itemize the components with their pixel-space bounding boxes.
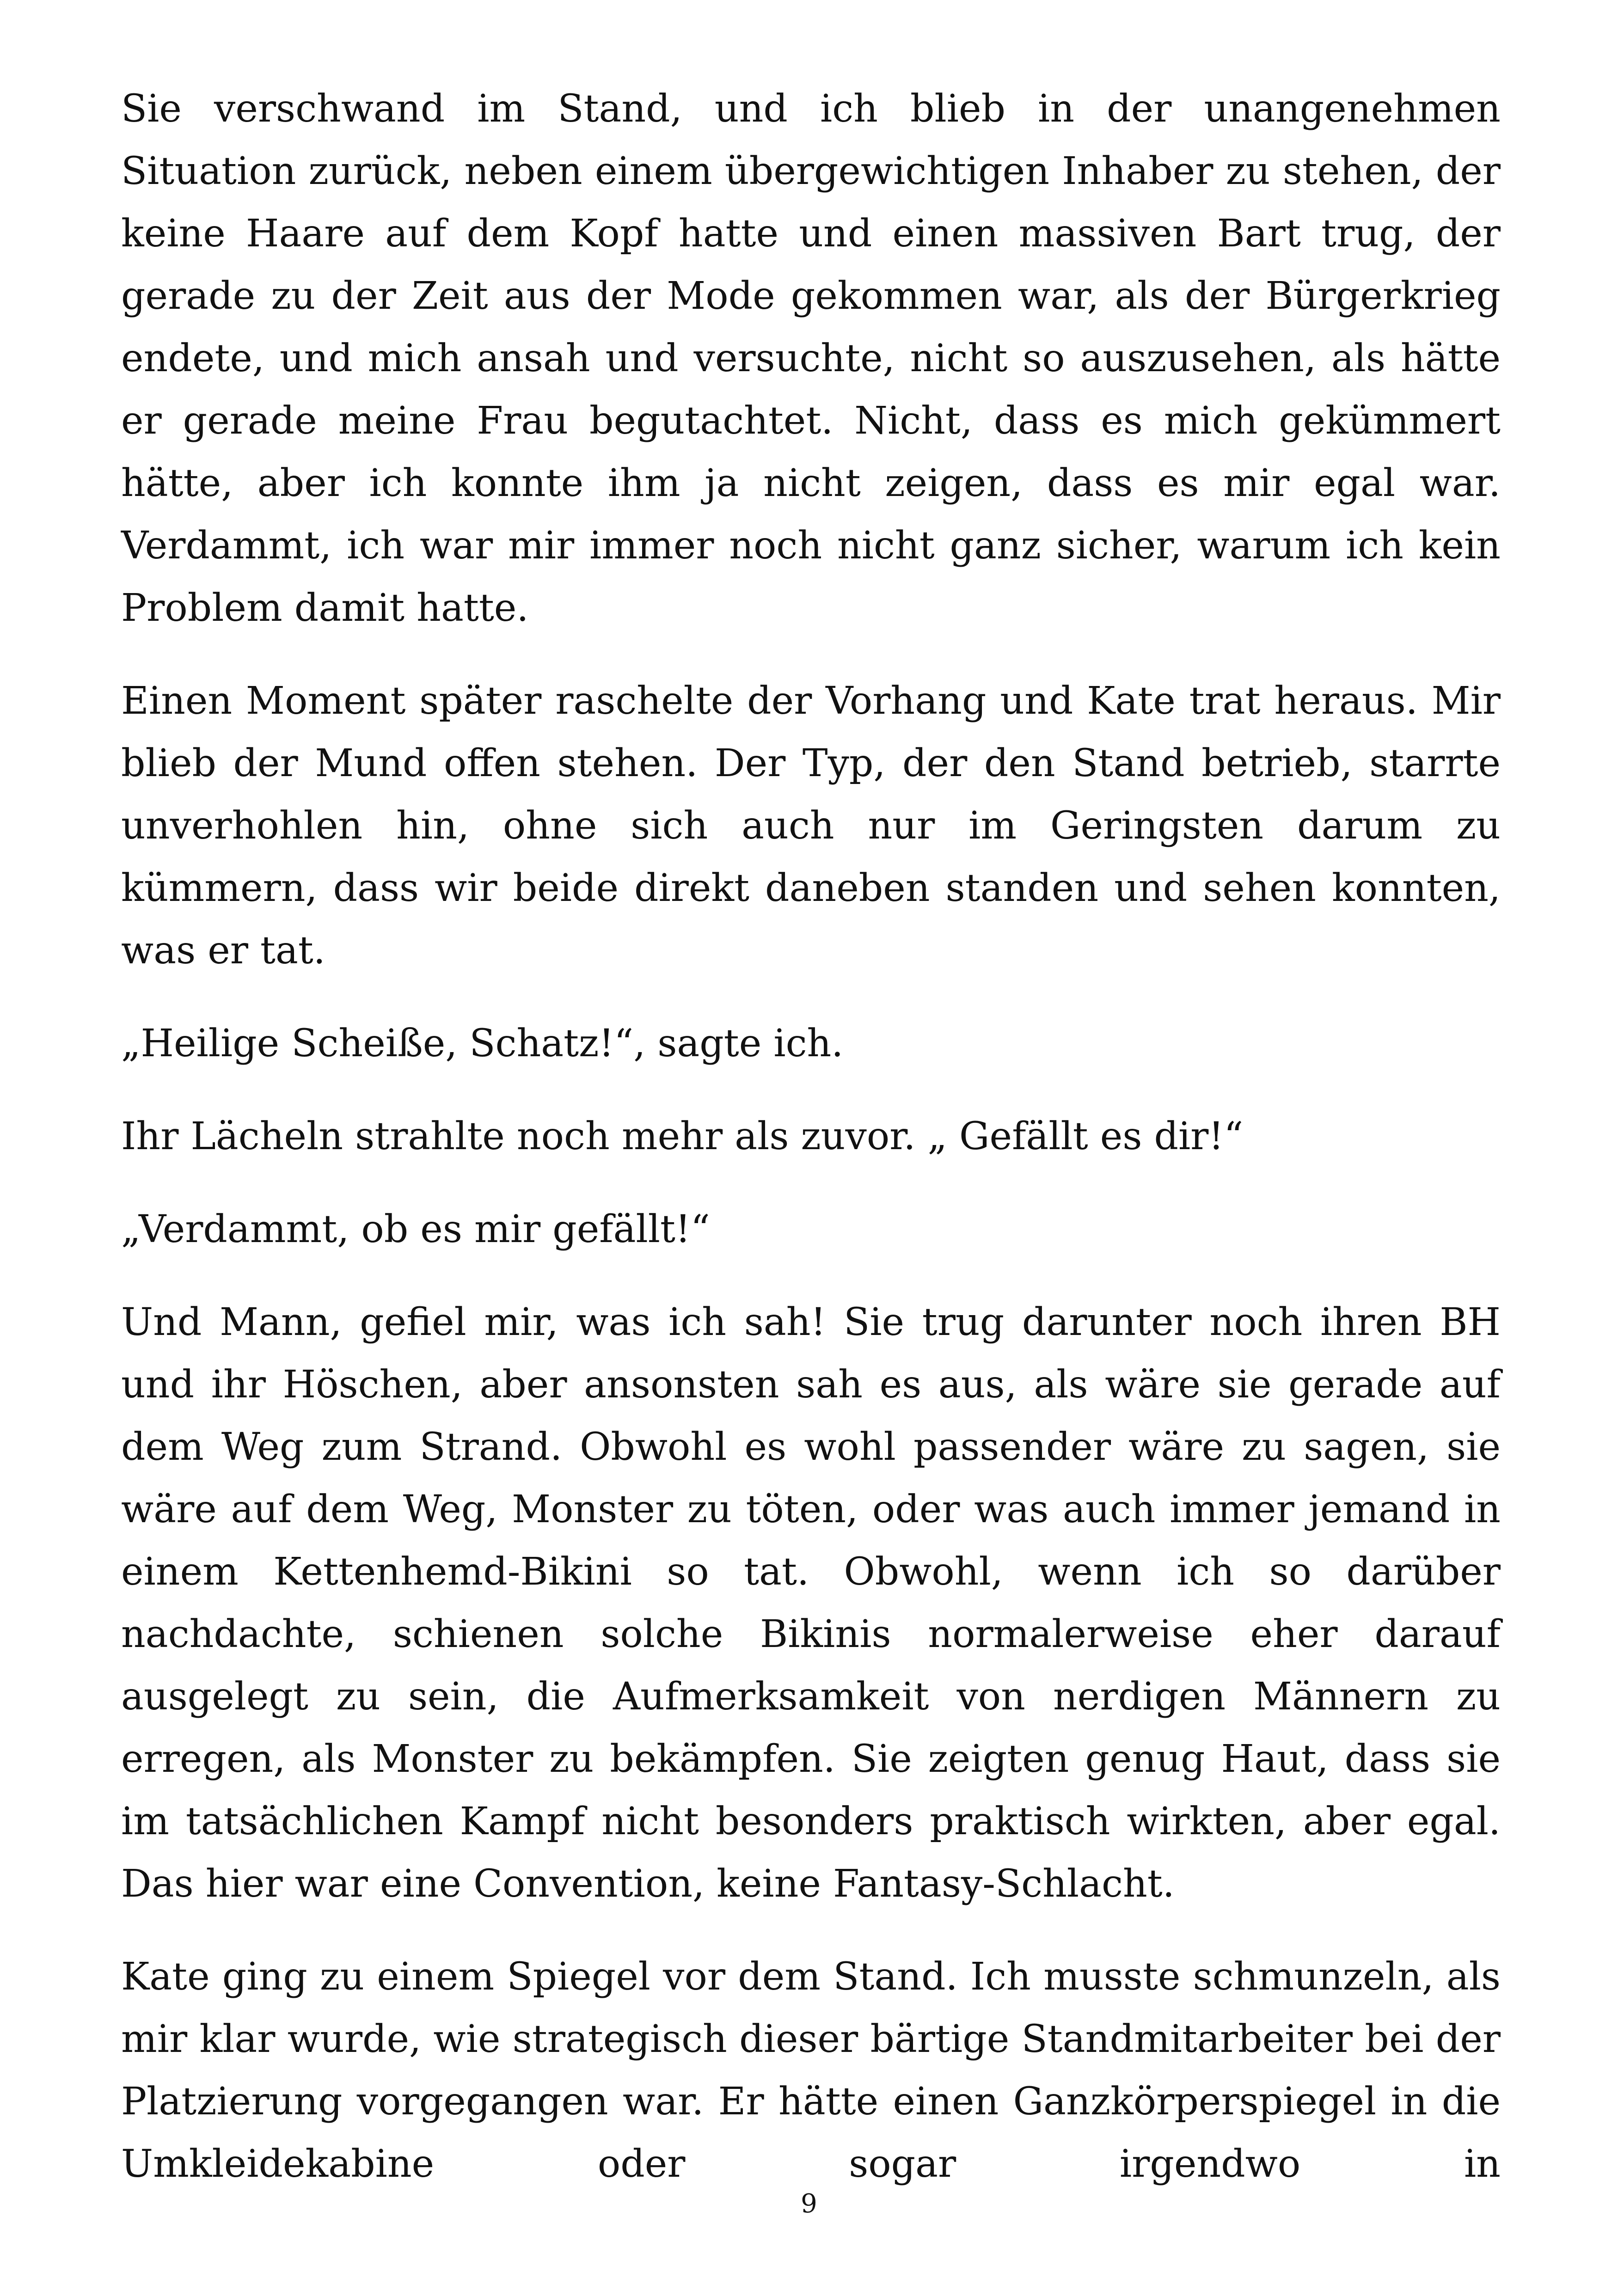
- paragraph-2: Einen Moment später raschelte der Vorhang und Kate trat heraus. Mir blieb der Mund offen stehen. Der Typ, der den Stand betrieb, starrte unverhohlen hin, ohne sich auch nur im Geringsten darum zu kümmern, dass wir beide direkt daneben standen und sehen konnten, was er tat.: [121, 679, 1501, 973]
- paragraph-1: Sie verschwand im Stand, und ich blieb in der unangenehmen Situation zurück, neben einem übergewichtigen Inhaber zu stehen, der keine Haare auf dem Kopf hatte und einen massiven Bart trug, der gerade zu der Zeit aus der Mode gekommen war, als der Bürgerkrieg endete, und mich ansah und versuchte, nicht so auszusehen, als hätte er gerade meine Frau begutachtet. Nicht, dass es mich gekümmert hätte, aber ich konnte ihm ja nicht zeigen, dass es mir egal war. Verdammt, ich war mir immer noch nicht ganz sicher, warum ich kein Problem damit hatte.: [121, 87, 1501, 630]
- paragraph-3: „Heilige Scheiße, Schatz!“, sagte ich.: [121, 1022, 844, 1065]
- paragraph-4: Ihr Lächeln strahlte noch mehr als zuvor. „ Gefällt es dir!“: [121, 1114, 1244, 1158]
- paragraph-5: „Verdammt, ob es mir gefällt!“: [121, 1207, 710, 1251]
- body-text: [121, 78, 1501, 2226]
- page-number: 9: [801, 2189, 817, 2219]
- paragraph-7: Kate ging zu einem Spiegel vor dem Stand. Ich musste schmunzeln, als mir klar wurde, wie strategisch dieser bärtige Standmitarbeiter bei der Platzierung vorgegangen war. Er hätte einen Ganzkörperspiegel in die Umkleidekabine oder sogar irgendwo in: [121, 1955, 1501, 2186]
- paragraph-6: Und Mann, gefiel mir, was ich sah! Sie trug darunter noch ihren BH und ihr Höschen, aber ansonsten sah es aus, als wäre sie gerade auf dem Weg zum Strand. Obwohl es wohl passender wäre zu sagen, sie wäre auf dem Weg, Monster zu töten, oder was auch immer jemand in einem Kettenhemd-Bikini so tat. Obwohl, wenn ich so darüber nachdachte, schienen solche Bikinis normalerweise eher darauf ausgelegt zu sein, die Aufmerksamkeit von nerdigen Männern zu erregen, als Monster zu bekämpfen. Sie zeigten genug Haut, dass sie im tatsächlichen Kampf nicht besonders praktisch wirkten, aber egal. Das hier war eine Convention, keine Fantasy-Schlacht.: [121, 1300, 1501, 1906]
